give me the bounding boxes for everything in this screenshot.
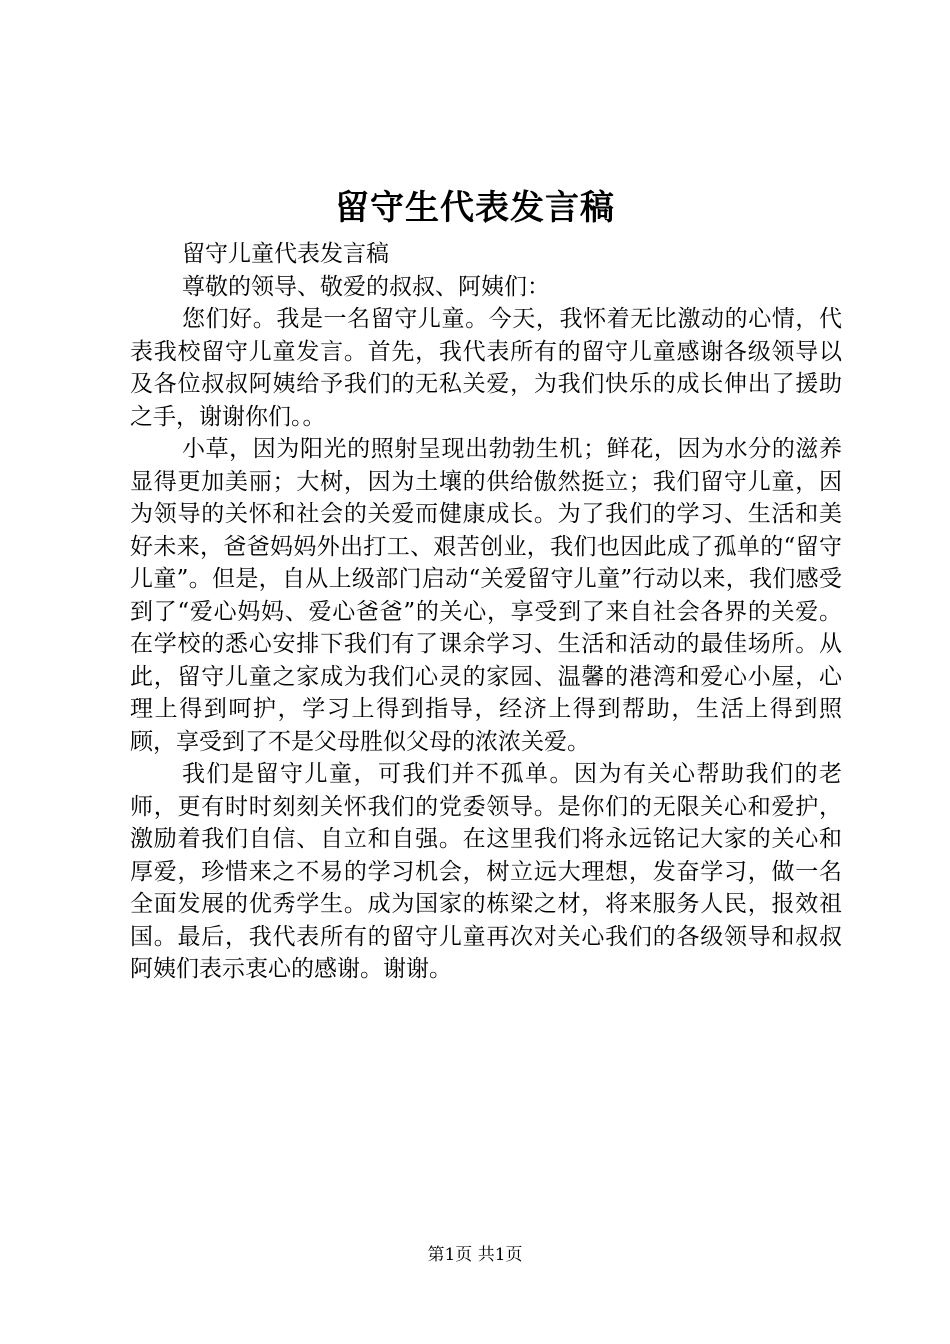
salutation: 尊敬的领导、敬爱的叔叔、阿姨们：	[182, 273, 550, 300]
document-title: 留守生代表发言稿	[335, 188, 615, 228]
body-paragraph: 您们好。我是一名留守儿童。今天，我怀着无比激动的心情，代表我校留守儿童发言。首先，我代表所有的留守儿童感谢各级领导以及各位叔叔阿姨给予我们的无私关爱，为我们快乐的成长伸出了援助之手，谢谢你们。。	[130, 306, 842, 430]
body-paragraph: 小草，因为阳光的照射呈现出勃勃生机；鲜花，因为水分的滋养显得更加美丽；大树，因为土壤的供给傲然挺立；我们留守儿童，因为领导的关怀和社会的关爱而健康成长。为了我们的学习、生活和美好未来，爸爸妈妈外出打工、艰苦创业，我们也因此成了孤单的“留守儿童”。但是，自从上级部门启动“关爱留守儿童”行动以来，我们感受到了“爱心妈妈、爱心爸爸”的关心，享受到了来自社会各界的关爱。在学校的悉心安排下我们有了课余学习、生活和活动的最佳场所。从此，留守儿童之家成为我们心灵的家园、温馨的港湾和爱心小屋，心理上得到呵护，学习上得到指导，经济上得到帮助，生活上得到照顾，享受到了不是父母胜似父母的浓浓关爱。	[130, 436, 842, 755]
page-footer: 第1页 共1页	[427, 1245, 523, 1265]
document-body	[130, 238, 842, 986]
speech-subtitle: 留守儿童代表发言稿	[182, 241, 389, 267]
body-paragraph: 我们是留守儿童，可我们并不孤单。因为有关心帮助我们的老师，更有时时刻刻关怀我们的党委领导。是你们的无限关心和爱护，激励着我们自信、自立和自强。在这里我们将永远铭记大家的关心和厚爱，珍惜来之不易的学习机会，树立远大理想，发奋学习，做一名全面发展的优秀学生。成为国家的栋梁之材，将来服务人民，报效祖国。最后，我代表所有的留守儿童再次对关心我们的各级领导和叔叔阿姨们表示衷心的感谢。谢谢。	[130, 761, 842, 982]
